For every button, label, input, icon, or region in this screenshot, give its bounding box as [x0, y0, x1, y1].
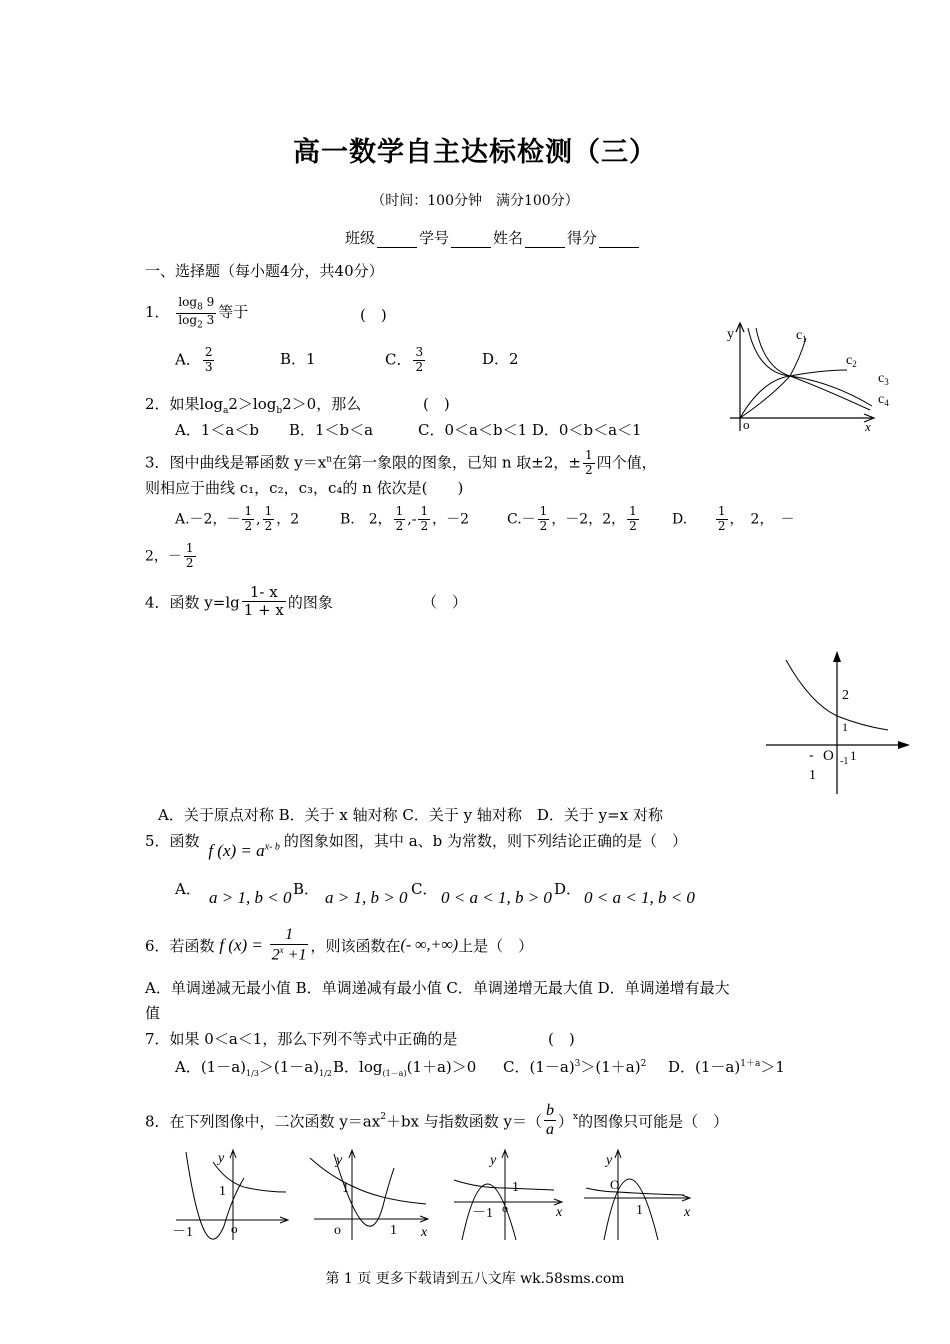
q1-option-c[interactable]: C． $\frac{3}{2}$ [385, 345, 424, 374]
q8d-origin-label: O [610, 1177, 620, 1192]
q8b-x-label: x [421, 1225, 428, 1240]
question-3-line1: 3．图中曲线是幂函数 $y=x^n$在第一象限的图象，已知 n 取±2，± $\frac{1}{2}$ 四个值， [145, 448, 657, 477]
q3-option-a[interactable]: A.－2，－ $\frac{1}{2}$ , $\frac{1}{2}$ ，2 [175, 504, 300, 533]
q8c-neg-one-label: －1 [472, 1206, 493, 1221]
q3-c1-label: $c_1$ [796, 328, 807, 344]
q5-option-b[interactable]: B． a > 1, b > 0 [293, 880, 408, 907]
q2-answer-paren[interactable]: ( ) [423, 395, 450, 413]
page-title: 高一数学自主达标检测（三） [293, 137, 657, 168]
q1-answer-paren[interactable]: ( ) [360, 306, 387, 324]
class-blank[interactable] [377, 233, 417, 248]
name-label: 姓名 [493, 229, 524, 247]
q6-options-continued: 值 [145, 1004, 161, 1022]
q3-c3-label: $c_3$ [878, 371, 889, 387]
question-6: 6．若函数 f (x) = $\frac{1}{2^x +1}$ ，则该函数在(- ∞,+∞)上是（ ） [145, 926, 534, 964]
q2-options[interactable]: A．1＜a＜b B．1＜b＜a C．0＜a＜b＜1 D．0＜b＜a＜1 [175, 421, 642, 439]
q3-c2-label: $c_2$ [846, 353, 857, 369]
q5-label-1-left: 1 [809, 768, 816, 783]
question-1 [145, 296, 248, 330]
q7-option-c[interactable]: C．$(1-a)^3>(1+a)^2$ [503, 1058, 647, 1076]
class-label: 班级 [345, 229, 376, 247]
q8a-origin-label: o [231, 1221, 238, 1236]
q3-option-b[interactable]: B. 2， $\frac{1}{2}$ ,- $\frac{1}{2}$ ，－2 [340, 504, 470, 533]
question-3-line2: 则相应于曲线 c₁，c₂，c₃，c₄的 n 依次是( ) [145, 479, 464, 497]
page-footer: 第 1 页 更多下载请到五八文库 wk.58sms.com [325, 1271, 625, 1287]
q3-option-c[interactable]: C.－ $\frac{1}{2}$ ，－2，2， $\frac{1}{2}$ [507, 504, 637, 533]
exam-subtitle: （时间：100分钟 满分100分） [371, 193, 579, 209]
question-7: 7．如果 0＜a＜1，那么下列不等式中正确的是 [145, 1030, 458, 1048]
q5-option-a[interactable]: A． a > 1, b < 0 [175, 880, 292, 907]
q7-option-d[interactable]: D．$(1-a)^{1+a}>1$ [668, 1058, 785, 1076]
q7-option-b[interactable]: B．$\log_{(1-a)}(1+a)>0$ [333, 1058, 477, 1078]
q8a-y-label: y [218, 1151, 225, 1166]
q4-answer-paren[interactable]: （ ） [422, 593, 468, 611]
q1-option-a[interactable]: A． $\frac{2}{3}$ [175, 345, 213, 374]
q5-label-neg1: -1 [840, 756, 849, 767]
q4-options[interactable]: A．关于原点对称 B．关于 x 轴对称 C．关于 y 轴对称 D．关于 y=x 对称 [158, 806, 663, 824]
q1-number: 1． [145, 303, 170, 322]
q8b-one-label: 1 [342, 1181, 349, 1196]
q8b-one-x-label: 1 [390, 1223, 397, 1238]
q7-option-a[interactable]: A．$(1-a)_{1/3}>(1-a)_{1/2}$ [175, 1058, 332, 1078]
q5-x-arrow-icon [898, 741, 910, 749]
q5-origin-label: O [823, 748, 834, 764]
question-4: 4．函数 y=lg $\frac{1- x}{1 + x}$ 的图象 [145, 583, 333, 620]
q5-options [175, 878, 695, 907]
q8a-one-label: 1 [219, 1184, 226, 1199]
q8c-one-label: 1 [512, 1180, 519, 1195]
q8c-x-label: x [556, 1205, 563, 1220]
q8c-exponential [454, 1180, 554, 1190]
q8-graph-a [168, 1148, 293, 1243]
q1-fraction: $\frac{\log_8 9}{\log_2 3}$ [178, 295, 215, 331]
q3-curve-c3 [756, 328, 870, 410]
q3-option-d-continued: 2，－ $\frac{1}{2}$ [145, 541, 194, 570]
q1-option-b[interactable]: B．1 [280, 350, 316, 369]
q8d-one-label: 1 [636, 1203, 643, 1218]
score-label: 得分 [567, 229, 598, 247]
score-blank[interactable] [599, 233, 639, 248]
name-blank[interactable] [525, 233, 565, 248]
q5-exponential-graph [762, 648, 912, 798]
question-5: 5．函数 f $(x) = a^{x- b}$ 的图象如图，其中 a、b 为常数，则下列结论正确的是（ ） [145, 832, 688, 860]
q8c-origin-label: o [502, 1201, 508, 1215]
question-2: 2．如果$\log_a2>\log_b2>0$，那么 [145, 395, 362, 416]
q3-power-function-graph [722, 318, 902, 438]
q1-tail: 等于 [218, 303, 249, 322]
q7-options [175, 1056, 785, 1079]
q5-label-minus: - [809, 748, 814, 763]
q3-x-label: x [865, 419, 871, 434]
q8d-exponential [586, 1188, 684, 1195]
q5-option-d[interactable]: D． 0 < a < 1, b < 0 [554, 880, 695, 907]
section-heading: 一、选择题（每小题4分，共40分） [145, 262, 384, 280]
q3-option-d[interactable]: D. $\frac{1}{2}$ ， 2， － [672, 504, 795, 533]
q5-option-c[interactable]: C． 0 < a < 1, b > 0 [411, 880, 552, 907]
q8d-y-label: y [606, 1153, 613, 1168]
q8b-origin-label: o [334, 1223, 341, 1238]
q8b-y-label: y [336, 1153, 343, 1168]
student-id-blank[interactable] [451, 233, 491, 248]
q3-options [175, 505, 794, 534]
student-info-line [345, 227, 641, 248]
q6-options[interactable]: A．单调递减无最小值 B．单调递减有最小值 C．单调递增无最大值 D．单调递增有最大 [145, 979, 730, 997]
question-8: 8．在下列图像中，二次函数 $y=ax^2+bx$ 与指数函数 y＝（ $\frac{b}{a}$ ）$^x$的图像只可能是（ ） [145, 1102, 729, 1139]
q8d-x-label: x [684, 1205, 691, 1220]
q5-label-1-right: 1 [850, 748, 857, 763]
q3-origin-label: o [743, 417, 750, 432]
q8-graph-d [578, 1148, 703, 1243]
q5-function: f $(x) = a^{x- b}$ [208, 841, 280, 860]
q3-c4-label: $c_4$ [878, 392, 889, 408]
q8b-exponential [310, 1158, 426, 1204]
q5-label-2: 2 [842, 688, 849, 703]
q1-option-d[interactable]: D．2 [482, 350, 519, 369]
q8c-y-label: y [490, 1153, 497, 1168]
q7-answer-paren[interactable]: ( ) [548, 1030, 575, 1048]
q5-y-arrow-icon [833, 651, 841, 662]
q1-options [175, 346, 519, 375]
q8-graph-b [300, 1148, 440, 1243]
student-id-label: 学号 [419, 229, 450, 247]
q8-graph-c [448, 1148, 573, 1243]
q5-label-1: 1 [842, 720, 848, 734]
q8a-neg-one-label: －1 [172, 1225, 193, 1240]
q3-y-label: y [727, 327, 734, 342]
